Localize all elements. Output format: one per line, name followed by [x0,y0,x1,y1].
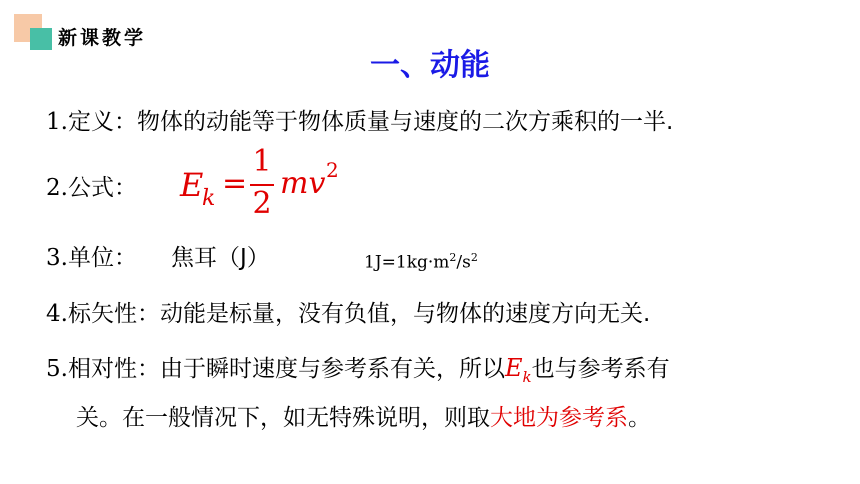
relativity-line-2 [76,402,651,434]
ek-symbol: $E_k$ [504,354,532,386]
sentence-end: 。 [628,405,651,431]
fraction-denominator: 2 [252,186,272,221]
relativity-text-3: 关。在一般情况下，如无特殊说明，则取 [76,405,490,431]
item-label: 单位： [67,245,137,271]
item-number: 1. [46,109,68,135]
page-title: 一、动能 [370,48,490,83]
item-number: 2. [46,175,68,201]
scalar-text: 动能是标量，没有负值，与物体的速度方向无关. [159,301,651,327]
kinetic-energy-formula [180,144,380,234]
item-number: 3. [46,245,68,271]
formula-equals: = [222,166,248,201]
unit-text: 焦耳（J） [170,245,270,271]
formula-exponent: 2 [326,158,339,182]
unit-line [46,242,270,274]
item-label: 相对性： [67,356,160,382]
relativity-line [46,352,670,393]
unit-equivalence: $1J=1kg\cdot m^2/s^2$ [364,251,478,273]
item-number: 5. [46,356,68,382]
formula-sub-k: k [202,186,216,211]
section-label: 新课教学 [58,27,147,49]
item-label: 公式： [67,175,137,201]
item-label: 标矢性： [67,301,160,327]
formula-line [46,172,137,204]
definition-line [46,106,673,138]
formula-E: E [180,166,204,204]
reference-frame-highlight: 大地为参考系 [490,405,628,431]
scalar-line [46,298,650,330]
fraction-numerator: 1 [252,144,272,179]
formula-mv: mv [280,166,326,201]
item-number: 4. [46,301,68,327]
relativity-text-2: 也与参考系有 [531,356,670,382]
definition-text: 物体的动能等于物体质量与速度的二次方乘积的一半. [136,109,674,135]
relativity-text-1: 由于瞬时速度与参考系有关，所以 [159,356,505,382]
item-label: 定义： [67,109,137,135]
